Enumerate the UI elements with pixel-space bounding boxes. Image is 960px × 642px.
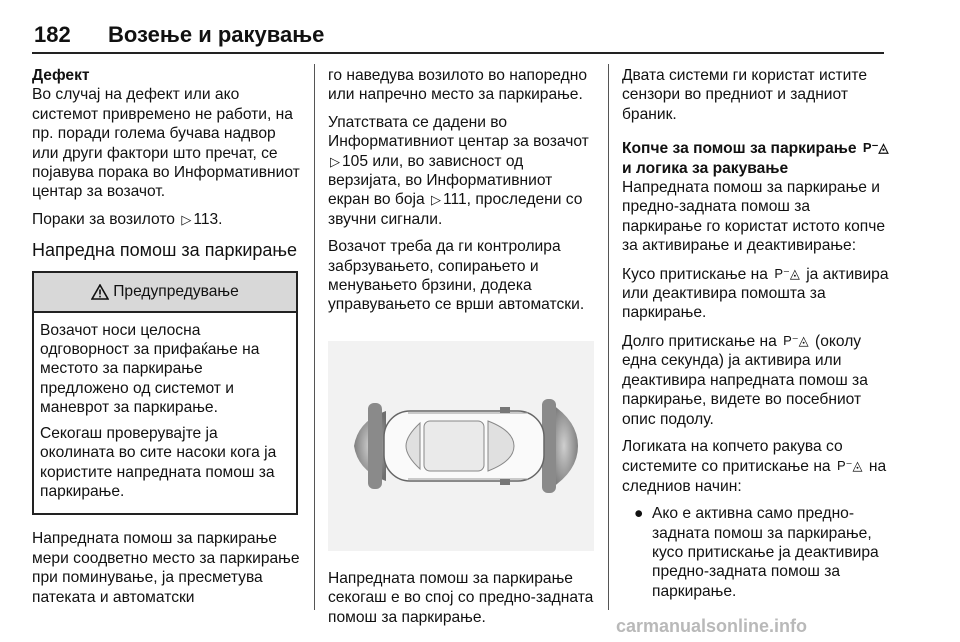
paragraph-1: Двата системи ги користат истите сензори во предниот и задниот браник. <box>622 67 868 123</box>
paragraph-5-b: на следниов начин: <box>622 458 887 495</box>
paragraph-5 <box>622 437 892 496</box>
car-top-view-icon <box>384 407 544 485</box>
paragraph-4-a: Долго притискање на <box>622 332 777 350</box>
paragraph-3 <box>622 264 892 323</box>
paragraph-4-b: (околу една секунда) ја активира или деактивира напредната помош за паркирање, видете во посебниот опис подолу. <box>622 332 868 428</box>
warning-body <box>34 313 296 514</box>
warning-triangle-icon <box>91 284 109 300</box>
messages-page-ref[interactable]: 113. <box>193 210 223 228</box>
parking-sensor-diagram <box>328 341 594 551</box>
paragraph-2-ref-2: 111, проследени со звучни сигнали. <box>328 191 583 228</box>
column-divider <box>608 64 609 610</box>
paragraph-3-a: Кусо притискање на <box>622 265 768 283</box>
messages-reference <box>32 210 302 229</box>
defect-text: Во случај на дефект или ако системот привремено не работи, на пр. поради голема бучава надвор или други фактори што пречат, се појавува порака во Информативниот центар за возачот. <box>32 86 300 201</box>
page-reference-icon: ▷ <box>181 211 192 227</box>
list-item <box>622 504 892 601</box>
chapter-title: Возење и ракување <box>108 22 325 47</box>
page-header <box>32 22 884 58</box>
bullet-text: Ако е активна само предно-задната помош за паркирање, кусо притискање ја деактивира предно-задната помош за паркирање. <box>652 505 879 600</box>
paragraph-4 <box>622 331 892 429</box>
paragraph-2-ref-1: 105 или, во зависност од верзијата, во Информативниот екран во боја <box>328 152 553 209</box>
paragraph-1: го наведува возилото во напоредно или напречно место за паркирање. <box>328 67 588 104</box>
header-rule <box>32 52 884 54</box>
page-reference-icon: ▷ <box>330 153 340 169</box>
paragraph-3-b: ја активира или деактивира помошта за паркирање. <box>622 265 889 322</box>
column-left <box>32 66 302 615</box>
page-reference-icon: ▷ <box>430 192 441 208</box>
bullet-icon: ● <box>634 505 644 523</box>
warning-paragraph-2: Секогаш проверувајте ја околината во сите насоки кога ја користите напредната помош за паркирање. <box>40 424 277 500</box>
messages-prefix: Пораки за возилото <box>32 210 175 228</box>
button-heading-a: Копче за помош за паркирање <box>622 140 857 158</box>
paragraph-2: Напредната помош за паркирање и предно-задната помош за паркирање го користат истото копче за активирање и деактивирање: <box>622 179 885 255</box>
parking-assist-icon: P⁻◬ <box>774 265 800 281</box>
warning-paragraph-1: Возачот носи целосна одговорност за прифаќање на местото за паркирање предложено од системот и маневрот за паркирање. <box>40 321 260 417</box>
paragraph-2 <box>328 113 596 229</box>
defect-heading: Дефект <box>32 67 90 84</box>
button-heading <box>622 138 892 158</box>
paragraph-5-a: Логиката на копчето ракува со системите со притискање на <box>622 437 843 476</box>
parking-assist-icon: P⁻◬ <box>862 140 889 156</box>
parking-assist-icon: P⁻◬ <box>836 458 863 474</box>
page-number: 182 <box>34 22 71 47</box>
button-heading-2: и логика за ракување <box>622 159 789 177</box>
diagram-caption: Напредната помош за паркирање секогаш е во спој со предно-задната помош за паркирање. <box>328 569 594 626</box>
watermark: carmanualsonline.info <box>616 616 808 636</box>
column-middle <box>328 66 596 635</box>
column-right <box>622 66 892 601</box>
rear-sensor-band <box>368 403 382 489</box>
warning-box <box>32 271 298 516</box>
column-divider <box>314 64 315 610</box>
paragraph-2-text: Упатствата се дадени во Информативниот центар за возачот <box>328 113 589 151</box>
warning-header <box>34 273 296 313</box>
section-heading: Напредна помош за паркирање <box>32 240 298 261</box>
warning-title: Предупредување <box>113 282 239 300</box>
paragraph-3: Возачот треба да ги контролира забрзувањето, сопирањето и менувањето брзини, додека управувањето се врши автоматски. <box>328 238 585 314</box>
parking-assist-icon: P⁻◬ <box>783 332 809 348</box>
bullet-list <box>622 504 892 601</box>
after-box-text: Напредната помош за паркирање мери соодветно место за паркирање при поминување, ја пресметува патеката и автоматски <box>32 530 300 606</box>
